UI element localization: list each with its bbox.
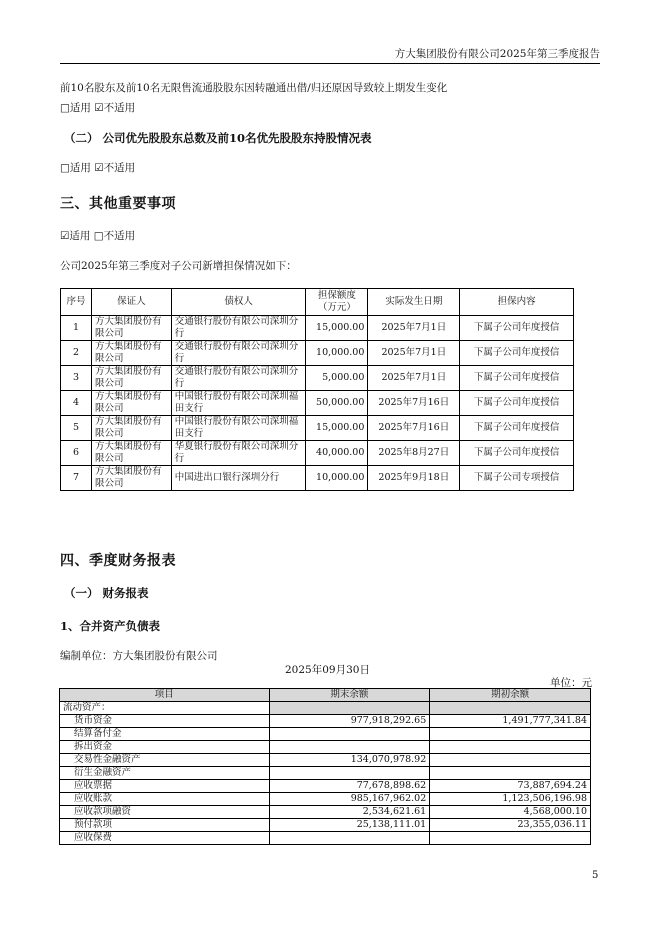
cell-end-balance <box>269 832 430 845</box>
cell-date: 2025年9月18日 <box>368 466 460 491</box>
table-row <box>60 728 591 741</box>
compiler-label: 编制单位：方大集团股份有限公司 <box>60 650 218 662</box>
financial-statements-subheading: （一） 财务报表 <box>64 586 149 600</box>
table-row-section <box>60 702 591 715</box>
guarantee-table <box>60 288 574 491</box>
cell-end-balance: 2,534,621.61 <box>269 806 430 819</box>
cell-item: 衍生金融资产 <box>60 767 270 780</box>
cell-guarantor: 方大集团股份有限公司 <box>91 391 171 416</box>
cell-end-balance: 134,070,978.92 <box>269 754 430 767</box>
cell-begin-balance <box>430 767 591 780</box>
balance-sheet-header <box>60 689 591 702</box>
cell-item: 货币资金 <box>60 715 270 728</box>
col-seq: 序号 <box>61 289 92 316</box>
cell-date: 2025年7月1日 <box>368 341 460 366</box>
cell-creditor: 华夏银行股份有限公司深圳分行 <box>171 441 306 466</box>
col-begin-balance: 期初余额 <box>430 689 591 702</box>
cell-date: 2025年7月1日 <box>368 316 460 341</box>
cell-end-balance: 25,138,111.01 <box>269 819 430 832</box>
section-shade <box>430 702 591 715</box>
table-row <box>61 441 574 466</box>
cell-amount: 5,000.00 <box>306 366 368 391</box>
cell-content: 下属子公司年度授信 <box>460 391 574 416</box>
report-date: 2025年09月30日 <box>285 664 370 676</box>
cell-content: 下属子公司年度授信 <box>460 441 574 466</box>
cell-item: 预付款项 <box>60 819 270 832</box>
cell-end-balance: 985,167,962.02 <box>269 793 430 806</box>
cell-item: 应收账款 <box>60 793 270 806</box>
cell-begin-balance <box>430 754 591 767</box>
table-row <box>61 391 574 416</box>
cell-item: 交易性金融资产 <box>60 754 270 767</box>
financial-statements-heading: 四、季度财务报表 <box>60 553 176 569</box>
table-row <box>60 780 591 793</box>
cell-creditor: 交通银行股份有限公司深圳分行 <box>171 316 306 341</box>
cell-creditor: 交通银行股份有限公司深圳分行 <box>171 366 306 391</box>
other-matters-options: ☑适用 □不适用 <box>60 230 136 242</box>
table-row <box>61 416 574 441</box>
section-label: 流动资产： <box>60 702 270 715</box>
cell-end-balance <box>269 728 430 741</box>
preferred-shareholders-heading: （二） 公司优先股股东总数及前10名优先股股东持股情况表 <box>64 131 372 145</box>
cell-content: 下属子公司专项授信 <box>460 466 574 491</box>
page-number: 5 <box>592 870 599 881</box>
cell-creditor: 中国银行股份有限公司深圳福田支行 <box>171 391 306 416</box>
cell-seq: 1 <box>61 316 92 341</box>
cell-begin-balance: 73,887,694.24 <box>430 780 591 793</box>
table-row <box>61 341 574 366</box>
cell-item: 结算备付金 <box>60 728 270 741</box>
table-row <box>60 793 591 806</box>
cell-begin-balance <box>430 832 591 845</box>
cell-end-balance: 77,678,898.62 <box>269 780 430 793</box>
cell-guarantor: 方大集团股份有限公司 <box>91 466 171 491</box>
unit-label: 单位：元 <box>550 677 592 689</box>
top-section-options: □适用 ☑不适用 <box>60 102 136 114</box>
cell-date: 2025年7月16日 <box>368 391 460 416</box>
section-shade <box>269 702 430 715</box>
cell-end-balance <box>269 741 430 754</box>
cell-date: 2025年7月16日 <box>368 416 460 441</box>
cell-date: 2025年7月1日 <box>368 366 460 391</box>
cell-seq: 5 <box>61 416 92 441</box>
cell-guarantor: 方大集团股份有限公司 <box>91 416 171 441</box>
cell-date: 2025年8月27日 <box>368 441 460 466</box>
cell-creditor: 中国进出口银行深圳分行 <box>171 466 306 491</box>
cell-begin-balance: 23,355,036.11 <box>430 819 591 832</box>
cell-begin-balance: 1,123,506,196.98 <box>430 793 591 806</box>
cell-begin-balance <box>430 741 591 754</box>
cell-content: 下属子公司年度授信 <box>460 366 574 391</box>
preferred-shareholders-options: □适用 ☑不适用 <box>60 162 136 174</box>
cell-content: 下属子公司年度授信 <box>460 341 574 366</box>
other-matters-heading: 三、其他重要事项 <box>60 196 176 212</box>
cell-begin-balance: 1,491,777,341.84 <box>430 715 591 728</box>
balance-sheet-heading: 1、合并资产负债表 <box>60 619 161 633</box>
cell-creditor: 中国银行股份有限公司深圳福田支行 <box>171 416 306 441</box>
table-row <box>60 754 591 767</box>
table-row <box>60 741 591 754</box>
col-content: 担保内容 <box>460 289 574 316</box>
table-row <box>61 316 574 341</box>
cell-guarantor: 方大集团股份有限公司 <box>91 316 171 341</box>
cell-item: 应收票据 <box>60 780 270 793</box>
cell-guarantor: 方大集团股份有限公司 <box>91 441 171 466</box>
cell-content: 下属子公司年度授信 <box>460 316 574 341</box>
guarantee-table-header <box>61 289 574 316</box>
table-row <box>60 767 591 780</box>
col-guarantor: 保证人 <box>91 289 171 316</box>
cell-guarantor: 方大集团股份有限公司 <box>91 366 171 391</box>
col-end-balance: 期末余额 <box>269 689 430 702</box>
cell-amount: 10,000.00 <box>306 341 368 366</box>
table-row <box>61 366 574 391</box>
cell-begin-balance <box>430 728 591 741</box>
col-creditor: 债权人 <box>171 289 306 316</box>
balance-sheet-table <box>59 688 591 845</box>
col-item: 项目 <box>60 689 270 702</box>
cell-seq: 6 <box>61 441 92 466</box>
table-row <box>60 819 591 832</box>
table-row <box>60 715 591 728</box>
cell-item: 应收保费 <box>60 832 270 845</box>
cell-amount: 50,000.00 <box>306 391 368 416</box>
cell-seq: 7 <box>61 466 92 491</box>
cell-seq: 3 <box>61 366 92 391</box>
cell-end-balance: 977,918,292.65 <box>269 715 430 728</box>
cell-amount: 40,000.00 <box>306 441 368 466</box>
table-row <box>60 832 591 845</box>
cell-item: 拆出资金 <box>60 741 270 754</box>
cell-amount: 15,000.00 <box>306 416 368 441</box>
cell-item: 应收款项融资 <box>60 806 270 819</box>
cell-end-balance <box>269 767 430 780</box>
cell-amount: 15,000.00 <box>306 316 368 341</box>
cell-creditor: 交通银行股份有限公司深圳分行 <box>171 341 306 366</box>
table-row <box>60 806 591 819</box>
cell-begin-balance: 4,568,000.10 <box>430 806 591 819</box>
guarantee-intro: 公司2025年第三季度对子公司新增担保情况如下： <box>60 260 297 272</box>
report-header-title: 方大集团股份有限公司2025年第三季度报告 <box>394 48 600 60</box>
cell-amount: 10,000.00 <box>306 466 368 491</box>
col-date: 实际发生日期 <box>368 289 460 316</box>
cell-content: 下属子公司年度授信 <box>460 416 574 441</box>
header-divider <box>60 63 600 64</box>
table-row <box>61 466 574 491</box>
cell-seq: 2 <box>61 341 92 366</box>
col-amount: 担保额度 （万元） <box>306 289 368 316</box>
cell-seq: 4 <box>61 391 92 416</box>
cell-guarantor: 方大集团股份有限公司 <box>91 341 171 366</box>
top-section-text: 前10名股东及前10名无限售流通股股东因转融通出借/归还原因导致较上期发生变化 <box>60 82 448 94</box>
